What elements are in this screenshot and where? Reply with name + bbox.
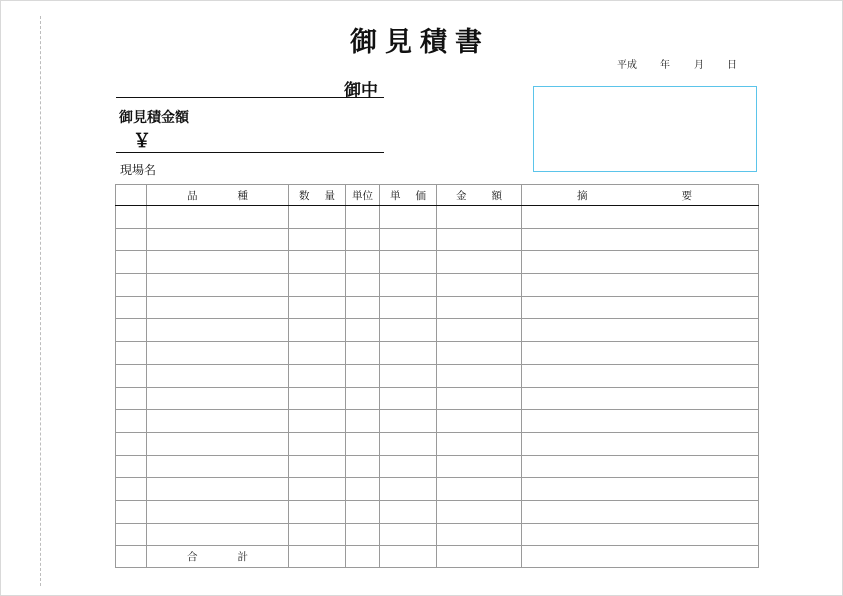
recipient-suffix: 御中 [344, 81, 378, 101]
table-row [116, 342, 759, 365]
recipient-line [116, 97, 384, 98]
quantity-cell[interactable] [289, 319, 346, 342]
notes-cell[interactable] [522, 523, 759, 546]
amount-cell[interactable] [437, 251, 522, 274]
amount-cell[interactable] [437, 274, 522, 297]
header-note-a: 摘 [577, 189, 588, 202]
row-number-cell[interactable] [116, 228, 147, 251]
notes-cell[interactable] [522, 500, 759, 523]
amount-cell[interactable] [437, 319, 522, 342]
table-row [116, 206, 759, 229]
unit-price-cell[interactable] [380, 432, 437, 455]
amount-cell[interactable] [437, 228, 522, 251]
yen-symbol: ￥ [133, 131, 151, 152]
total-qty-cell[interactable] [289, 546, 346, 568]
header-blank [116, 185, 147, 206]
unit-price-cell[interactable] [380, 387, 437, 410]
table-row [116, 364, 759, 387]
quantity-cell[interactable] [289, 455, 346, 478]
header-item [147, 185, 289, 206]
header-amount-b: 額 [491, 189, 502, 202]
amount-cell[interactable] [437, 296, 522, 319]
document-title: 御見積書 [350, 27, 490, 58]
total-blank [116, 546, 147, 568]
total-label-a: 合 [187, 551, 198, 564]
table-row [116, 387, 759, 410]
total-note-cell[interactable] [522, 546, 759, 568]
total-unit-cell[interactable] [346, 546, 380, 568]
quantity-cell[interactable] [289, 228, 346, 251]
table-row [116, 523, 759, 546]
date-day: 日 [727, 60, 737, 71]
quantity-cell[interactable] [289, 342, 346, 365]
perforation-line [40, 16, 41, 586]
quantity-cell[interactable] [289, 478, 346, 501]
row-number-cell[interactable] [116, 500, 147, 523]
unit-price-cell[interactable] [380, 478, 437, 501]
stamp-box [533, 86, 757, 172]
unit-cell[interactable] [346, 228, 380, 251]
header-amount [437, 185, 522, 206]
header-amount-a: 金 [456, 189, 467, 202]
date-year: 年 [660, 60, 670, 71]
row-number-cell[interactable] [116, 251, 147, 274]
row-number-cell[interactable] [116, 432, 147, 455]
header-item-b: 種 [237, 189, 248, 202]
item-cell[interactable] [147, 206, 289, 229]
quantity-cell[interactable] [289, 432, 346, 455]
notes-cell[interactable] [522, 274, 759, 297]
row-number-cell[interactable] [116, 455, 147, 478]
quantity-cell[interactable] [289, 274, 346, 297]
item-cell[interactable] [147, 364, 289, 387]
item-cell[interactable] [147, 296, 289, 319]
unit-price-cell[interactable] [380, 364, 437, 387]
table-header-row [116, 185, 759, 206]
row-number-cell[interactable] [116, 478, 147, 501]
table-row [116, 500, 759, 523]
unit-price-cell[interactable] [380, 342, 437, 365]
table-row [116, 296, 759, 319]
header-note-b: 要 [681, 189, 692, 202]
item-cell[interactable] [147, 387, 289, 410]
header-price-a: 単 [390, 189, 401, 202]
header-item-a: 品 [187, 189, 198, 202]
amount-cell[interactable] [437, 387, 522, 410]
notes-cell[interactable] [522, 296, 759, 319]
item-rows [116, 206, 759, 546]
unit-price-cell[interactable] [380, 206, 437, 229]
amount-line [116, 152, 384, 153]
unit-cell[interactable] [346, 364, 380, 387]
amount-cell[interactable] [437, 432, 522, 455]
table-row [116, 228, 759, 251]
quantity-cell[interactable] [289, 251, 346, 274]
total-amount-cell[interactable] [437, 546, 522, 568]
header-notes [522, 185, 759, 206]
unit-cell[interactable] [346, 410, 380, 433]
notes-cell[interactable] [522, 342, 759, 365]
amount-cell[interactable] [437, 523, 522, 546]
item-cell[interactable] [147, 523, 289, 546]
row-number-cell[interactable] [116, 342, 147, 365]
item-cell[interactable] [147, 478, 289, 501]
row-number-cell[interactable] [116, 296, 147, 319]
notes-cell[interactable] [522, 228, 759, 251]
item-cell[interactable] [147, 228, 289, 251]
table-row [116, 251, 759, 274]
amount-cell[interactable] [437, 364, 522, 387]
unit-price-cell[interactable] [380, 296, 437, 319]
table-row [116, 455, 759, 478]
unit-price-cell[interactable] [380, 319, 437, 342]
unit-price-cell[interactable] [380, 228, 437, 251]
total-price-cell[interactable] [380, 546, 437, 568]
row-number-cell[interactable] [116, 206, 147, 229]
site-name-label: 現場名 [120, 163, 157, 177]
unit-cell[interactable] [346, 455, 380, 478]
header-qty-b: 量 [324, 189, 335, 202]
row-number-cell[interactable] [116, 387, 147, 410]
amount-label: 御見積金額 [119, 110, 189, 126]
unit-price-cell[interactable] [380, 500, 437, 523]
table-row [116, 410, 759, 433]
quantity-cell[interactable] [289, 523, 346, 546]
header-unit-price [380, 185, 437, 206]
unit-cell[interactable] [346, 274, 380, 297]
amount-cell[interactable] [437, 342, 522, 365]
date-era: 平成 [617, 60, 637, 71]
quantity-cell[interactable] [289, 296, 346, 319]
amount-cell[interactable] [437, 500, 522, 523]
unit-cell[interactable] [346, 251, 380, 274]
header-unit: 単位 [346, 185, 380, 206]
table-row [116, 274, 759, 297]
unit-cell[interactable] [346, 432, 380, 455]
header-qty-a: 数 [299, 189, 310, 202]
row-number-cell[interactable] [116, 364, 147, 387]
quantity-cell[interactable] [289, 410, 346, 433]
notes-cell[interactable] [522, 455, 759, 478]
notes-cell[interactable] [522, 319, 759, 342]
item-cell[interactable] [147, 410, 289, 433]
item-cell[interactable] [147, 251, 289, 274]
unit-cell[interactable] [346, 206, 380, 229]
unit-price-cell[interactable] [380, 251, 437, 274]
unit-cell[interactable] [346, 319, 380, 342]
table-row [116, 478, 759, 501]
header-price-b: 価 [415, 189, 426, 202]
row-number-cell[interactable] [116, 274, 147, 297]
quantity-cell[interactable] [289, 387, 346, 410]
unit-cell[interactable] [346, 342, 380, 365]
item-cell[interactable] [147, 455, 289, 478]
unit-cell[interactable] [346, 296, 380, 319]
table-row [116, 432, 759, 455]
item-cell[interactable] [147, 500, 289, 523]
row-number-cell[interactable] [116, 319, 147, 342]
header-quantity [289, 185, 346, 206]
quantity-cell[interactable] [289, 206, 346, 229]
unit-price-cell[interactable] [380, 455, 437, 478]
amount-cell[interactable] [437, 478, 522, 501]
quantity-cell[interactable] [289, 364, 346, 387]
amount-cell[interactable] [437, 206, 522, 229]
amount-cell[interactable] [437, 455, 522, 478]
row-number-cell[interactable] [116, 410, 147, 433]
row-number-cell[interactable] [116, 523, 147, 546]
total-label-b: 計 [237, 551, 248, 564]
notes-cell[interactable] [522, 364, 759, 387]
unit-cell[interactable] [346, 523, 380, 546]
notes-cell[interactable] [522, 410, 759, 433]
notes-cell[interactable] [522, 251, 759, 274]
unit-price-cell[interactable] [380, 410, 437, 433]
unit-price-cell[interactable] [380, 274, 437, 297]
total-row [116, 546, 759, 568]
items-table [115, 184, 759, 568]
item-cell[interactable] [147, 319, 289, 342]
total-label [147, 546, 289, 568]
item-cell[interactable] [147, 432, 289, 455]
item-cell[interactable] [147, 342, 289, 365]
notes-cell[interactable] [522, 478, 759, 501]
unit-cell[interactable] [346, 387, 380, 410]
quantity-cell[interactable] [289, 500, 346, 523]
notes-cell[interactable] [522, 206, 759, 229]
notes-cell[interactable] [522, 432, 759, 455]
unit-price-cell[interactable] [380, 523, 437, 546]
date-month: 月 [694, 60, 704, 71]
unit-cell[interactable] [346, 500, 380, 523]
table-row [116, 319, 759, 342]
item-cell[interactable] [147, 274, 289, 297]
unit-cell[interactable] [346, 478, 380, 501]
notes-cell[interactable] [522, 387, 759, 410]
amount-cell[interactable] [437, 410, 522, 433]
